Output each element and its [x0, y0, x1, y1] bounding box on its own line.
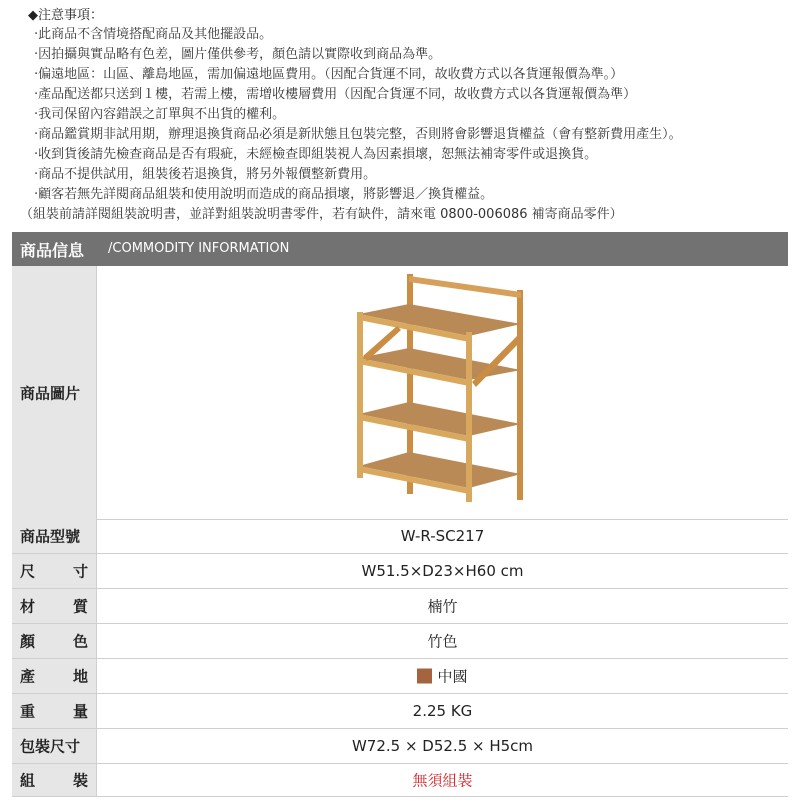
notice-item: ‧顧客若無先詳閱商品組裝和使用說明而造成的商品損壞，將影響退／換貨權益。 [34, 187, 494, 202]
bamboo-shoe-rack-image [97, 266, 788, 519]
label-text: 組 裝 [20, 771, 88, 790]
value-cell [97, 624, 788, 658]
commodity-info-header [12, 232, 788, 266]
notice-item: ‧商品鑑賞期非試用期，辦理退換貨商品必須是新狀態且包裝完整，否則將會影響退貨權益（會有整新費用產生）。 [34, 127, 682, 142]
table-row [12, 554, 788, 589]
table-row [12, 589, 788, 624]
value-cell [97, 589, 788, 623]
section-title-en: /COMMODITY INFORMATION [108, 241, 290, 256]
color-value: 竹色 [427, 632, 458, 651]
label-text: 產 地 [20, 667, 88, 686]
rack-shelf-top [359, 304, 521, 342]
rack-shelf-3 [359, 402, 521, 442]
value-cell [97, 554, 788, 588]
label-text: 材 質 [20, 597, 88, 616]
table-row [12, 659, 788, 694]
label-cell [12, 624, 97, 658]
notice-item: ‧商品不提供試用，組裝後若退換貨，將另外報價整新費用。 [34, 167, 377, 182]
label-text: 商品圖片 [20, 384, 81, 402]
label-text: 尺 寸 [20, 562, 88, 581]
label-cell [12, 729, 97, 763]
rack-shelf-2 [359, 348, 521, 386]
package-size-value: W72.5 × D52.5 × H5cm [351, 737, 534, 755]
notice-section [0, 0, 800, 232]
material-value: 楠竹 [427, 597, 458, 616]
notice-footer: （組裝前請詳閱組裝說明書，並詳對組裝說明書零件，若有缺件，請來電 0800-006086 補寄商品零件） [20, 207, 623, 222]
label-cell [12, 266, 97, 519]
value-cell [97, 729, 788, 763]
label-cell [12, 519, 97, 553]
notice-item: ‧此商品不含情境搭配商品及其他擺設品。 [34, 27, 273, 42]
label-cell [12, 764, 97, 796]
rack-shelf-bottom [359, 452, 521, 494]
notice-item: ‧我司保留內容錯誤之訂單與不出貨的權利。 [34, 107, 286, 122]
model-number: W-R-SC217 [400, 527, 485, 545]
value-cell [97, 659, 788, 693]
table-row-image [12, 266, 788, 520]
notice-title: ◆注意事項： [28, 8, 103, 23]
table-row [12, 624, 788, 659]
label-text: 包裝尺寸 [20, 737, 81, 756]
notice-item: ‧收到貨後請先檢查商品是否有瑕疵，未經檢查即組裝視人為因素損壞，恕無法補寄零件或退換貨。 [34, 147, 598, 162]
assembly-value: 無須組裝 [412, 771, 473, 790]
weight-value: 2.25 KG [412, 702, 473, 720]
label-text: 重 量 [20, 702, 88, 721]
label-text: 商品型號 [20, 527, 81, 546]
label-cell [12, 554, 97, 588]
value-cell [97, 694, 788, 728]
origin-value: 中國 [97, 666, 788, 687]
section-title-cn: 商品信息 [20, 241, 85, 260]
table-row [12, 764, 788, 797]
table-row [12, 519, 788, 554]
table-row [12, 694, 788, 729]
dimensions-value: W51.5×D23×H60 cm [361, 562, 524, 580]
label-text: 顏 色 [20, 632, 88, 651]
value-cell [97, 764, 788, 796]
notice-item: ‧因拍攝與實品略有色差，圖片僅供參考，顏色請以實際收到商品為準。 [34, 47, 442, 62]
commodity-table [12, 266, 788, 796]
label-cell [12, 589, 97, 623]
origin-color-swatch [417, 669, 432, 684]
label-cell [12, 694, 97, 728]
table-row [12, 729, 788, 764]
notice-item: ‧偏遠地區：山區、離島地區，需加偏遠地區費用。（因配合貨運不同，故收費方式以各貨運報價為準。） [34, 67, 624, 82]
value-cell [97, 519, 788, 553]
product-image-cell [97, 266, 788, 519]
label-cell [12, 659, 97, 693]
notice-item: ‧產品配送都只送到１樓，若需上樓，需增收樓層費用（因配合貨運不同，故收費方式以各貨運報價為準） [34, 87, 637, 102]
